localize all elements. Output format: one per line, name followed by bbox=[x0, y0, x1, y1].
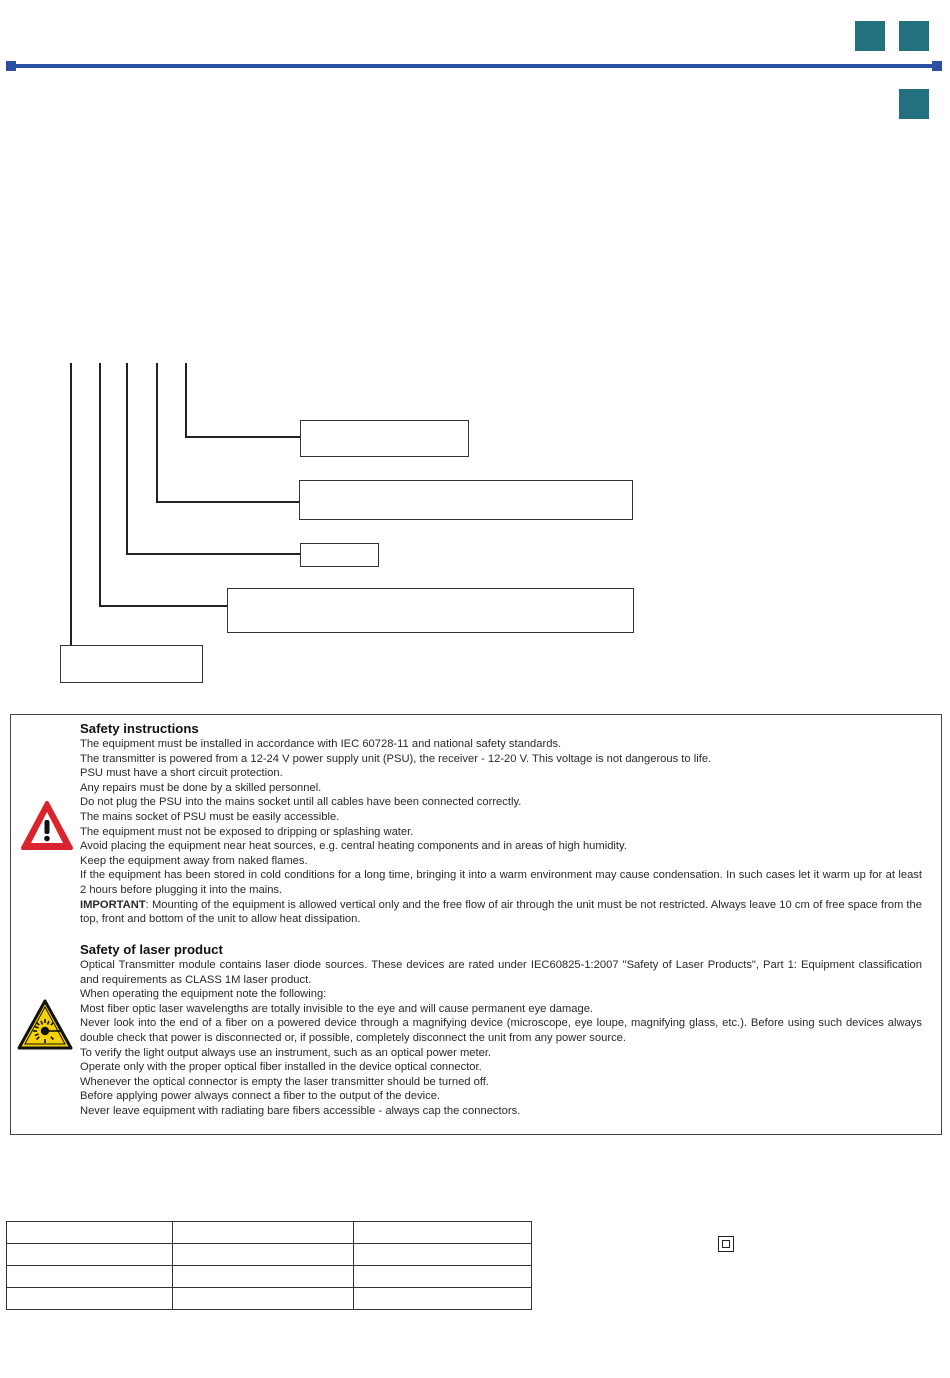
laser-line: Operate only with the proper optical fiber installed in the device optical connector. bbox=[80, 1061, 482, 1074]
table-row bbox=[7, 1288, 532, 1310]
code-branch-line-2 bbox=[99, 363, 101, 606]
table-cell bbox=[7, 1244, 173, 1266]
code-branch-connector-2 bbox=[99, 605, 228, 607]
header-teal-square-2-icon bbox=[899, 21, 929, 51]
code-branch-line-1 bbox=[70, 363, 72, 645]
header-rule-left-end bbox=[6, 61, 16, 71]
table-row bbox=[7, 1222, 532, 1244]
laser-line: Never look into the end of a fiber on a powered device through a magnifying device (microscope, eye loupe, magnifying glass, etc.). Before using such devices always double check that power is disconnected or, if possible, completely disconnect the unit from any power source. bbox=[80, 1017, 922, 1044]
laser-line: To verify the light output always use an instrument, such as an optical power meter. bbox=[80, 1046, 492, 1059]
double-insulation-icon bbox=[718, 1236, 734, 1252]
code-branch-line-5 bbox=[185, 363, 187, 438]
laser-line: Whenever the optical connector is empty the laser transmitter should be turned off. bbox=[80, 1075, 489, 1088]
table-row bbox=[7, 1244, 532, 1266]
table-cell bbox=[7, 1266, 173, 1288]
table-cell bbox=[7, 1222, 173, 1244]
code-label-box-5 bbox=[300, 420, 469, 457]
spec-table bbox=[6, 1221, 532, 1310]
safety-line: Avoid placing the equipment near heat sources, e.g. central heating components and in areas of high humidity. bbox=[80, 840, 627, 853]
safety-line: Do not plug the PSU into the mains socket until all cables have been connected correctly. bbox=[80, 796, 522, 809]
table-cell bbox=[7, 1288, 173, 1310]
code-branch-connector-3 bbox=[126, 553, 301, 555]
important-text: : Mounting of the equipment is allowed vertical only and the free flow of air through the unit must be not restricted. Always leave 10 cm of free space from the top, front and bottom of the unit to allow heat dissipation. bbox=[80, 898, 922, 926]
laser-line: Most fiber optic laser wavelengths are totally invisible to the eye and will cause permanent eye damage. bbox=[80, 1002, 594, 1015]
safety-line: The equipment must not be exposed to dripping or splashing water. bbox=[80, 825, 414, 838]
table-cell bbox=[354, 1266, 532, 1288]
code-label-box-4 bbox=[299, 480, 633, 520]
header-rule bbox=[8, 64, 938, 68]
table-row bbox=[7, 1266, 532, 1288]
table-cell bbox=[172, 1288, 354, 1310]
safety-instructions-heading: Safety instructions bbox=[80, 721, 199, 736]
safety-line: The equipment must be installed in accordance with IEC 60728-11 and national safety standards. bbox=[80, 738, 562, 750]
code-branch-line-3 bbox=[126, 363, 128, 554]
safety-line: Any repairs must be done by a skilled personnel. bbox=[80, 781, 322, 794]
laser-line: Before applying power always connect a fiber to the output of the device. bbox=[80, 1090, 441, 1103]
laser-safety-heading: Safety of laser product bbox=[80, 942, 223, 957]
code-branch-line-4 bbox=[156, 363, 158, 502]
table-cell bbox=[172, 1244, 354, 1266]
safety-line: Keep the equipment away from naked flames. bbox=[80, 854, 308, 867]
table-cell bbox=[172, 1222, 354, 1244]
code-branch-connector-5 bbox=[185, 436, 300, 438]
table-cell bbox=[354, 1222, 532, 1244]
table-cell bbox=[354, 1288, 532, 1310]
safety-instructions-section bbox=[80, 721, 922, 927]
code-label-box-1 bbox=[60, 645, 203, 683]
header-teal-square-1-icon bbox=[855, 21, 885, 51]
important-label: IMPORTANT bbox=[80, 898, 146, 911]
code-label-box-3 bbox=[300, 543, 379, 567]
safety-line: PSU must have a short circuit protection. bbox=[80, 767, 283, 780]
laser-hazard-icon bbox=[16, 998, 74, 1057]
double-insulation-inner-square bbox=[722, 1240, 730, 1248]
important-note bbox=[80, 898, 922, 927]
code-branch-connector-4 bbox=[156, 501, 299, 503]
table-cell bbox=[354, 1244, 532, 1266]
header-rule-right-end bbox=[932, 61, 942, 71]
safety-line: If the equipment has been stored in cold conditions for a long time, bringing it into a warm environment may cause condensation. In such cases let it warm up for at least 2 hours before plugging it into the mains. bbox=[80, 869, 922, 896]
code-label-box-2 bbox=[227, 588, 634, 633]
safety-line: The mains socket of PSU must be easily accessible. bbox=[80, 810, 340, 823]
laser-line: Never leave equipment with radiating bare fibers accessible - always cap the connectors. bbox=[80, 1104, 521, 1117]
laser-line: When operating the equipment note the following: bbox=[80, 988, 327, 1001]
laser-line: Optical Transmitter module contains laser diode sources. These devices are rated under IEC60825-1:2007 "Safety of Laser Products", Part 1: Equipment classification and requirements as CLASS 1M laser product. bbox=[80, 959, 922, 986]
safety-line: The transmitter is powered from a 12-24 V power supply unit (PSU), the receiver - 12-20 V. This voltage is not dangerous to life. bbox=[80, 752, 712, 765]
table-cell bbox=[172, 1266, 354, 1288]
header-teal-square-3-icon bbox=[899, 89, 929, 119]
warning-triangle-icon bbox=[20, 800, 74, 857]
laser-safety-section bbox=[80, 942, 922, 1119]
